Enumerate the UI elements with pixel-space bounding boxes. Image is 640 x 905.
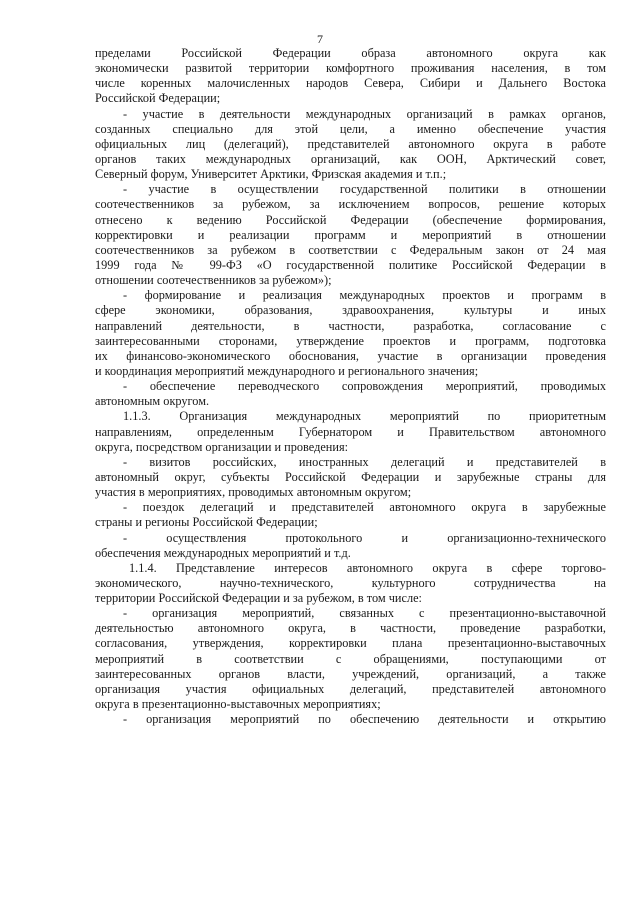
text-line: участия в мероприятиях, проводимых автономным округом; bbox=[95, 485, 412, 500]
text-line: и координация мероприятий международного и регионального значения; bbox=[95, 363, 479, 378]
text-line: 1.1.3. Организация международных мероприятий по приоритетным bbox=[123, 409, 606, 424]
page-number: 7 bbox=[317, 32, 323, 46]
text-line: - обеспечение переводческого сопровождения мероприятий, проводимых bbox=[123, 379, 606, 394]
text-line: Российской Федерации; bbox=[95, 91, 221, 106]
text-line: обеспечения международных мероприятий и т.д. bbox=[95, 545, 351, 560]
text-line: сфере экономики, образования, здравоохранения, культуры и иных bbox=[95, 303, 606, 318]
text-line: заинтересованных органов власти, учреждений, организаций, а также bbox=[95, 666, 606, 681]
text-line: органов таких международных организаций, как ООН, Арктический совет, bbox=[95, 151, 606, 166]
text-line: - формирование и реализация международных проектов и программ в bbox=[123, 288, 606, 303]
text-line: направлениям, определенным Губернатором и Правительством автономного bbox=[95, 424, 606, 439]
text-line: их финансово-экономического обоснования, участие в организации проведения bbox=[95, 348, 606, 363]
text-line: автономным округом. bbox=[95, 394, 210, 409]
text-line: корректировки и реализации программ и мероприятий в отношении bbox=[95, 227, 606, 242]
text-line: отнесено к ведению Российской Федерации (обеспечение формирования, bbox=[95, 212, 606, 227]
text-line: страны и регионы Российской Федерации; bbox=[95, 515, 318, 530]
text-line: - участие в деятельности международных организаций в рамках органов, bbox=[123, 106, 606, 121]
text-line: территории Российской Федерации и за рубежом, в том числе: bbox=[95, 591, 422, 606]
text-line: Северный форум, Университет Арктики, Фризская академия и т.п.; bbox=[95, 167, 447, 182]
text-line: - осуществления протокольного и организационно-технического bbox=[123, 530, 606, 545]
text-line: направлений деятельности, в частности, разработка, согласование с bbox=[95, 318, 606, 333]
text-line: округа в презентационно-выставочных мероприятиях; bbox=[95, 697, 381, 712]
text-line: созданных специально для этой цели, а именно обеспечение участия bbox=[95, 121, 606, 136]
text-line: - поездок делегаций и представителей автономного округа в зарубежные bbox=[123, 500, 606, 515]
text-line: - участие в осуществлении государственной политики в отношении bbox=[123, 182, 606, 197]
body-text bbox=[95, 46, 606, 727]
text-line: - визитов российских, иностранных делегаций и представителей в bbox=[123, 454, 606, 469]
text-line: мероприятий в соответствии с обращениями, поступающими от bbox=[95, 651, 606, 666]
text-line: экономического, научно-технического, культурного сотрудничества на bbox=[95, 575, 606, 590]
text-line: - организация мероприятий по обеспечению деятельности и открытию bbox=[123, 712, 606, 727]
text-line: автономный округ, субъекты Российской Федерации и зарубежные страны для bbox=[95, 469, 606, 484]
text-line: деятельностью автономного округа, в частности, проведение разработки, bbox=[95, 621, 606, 636]
text-line: округа, посредством организации и проведения: bbox=[95, 439, 349, 454]
text-line: 1.1.4. Представление интересов автономного округа в сфере торгово- bbox=[129, 560, 606, 575]
text-line: соотечественников за рубежом, за исключением вопросов, решение которых bbox=[95, 197, 606, 212]
text-line: пределами Российской Федерации образа автономного округа как bbox=[95, 46, 606, 60]
text-line: соотечественников за рубежом в соответствии с Федеральным закон от 24 мая bbox=[95, 242, 606, 257]
text-line: 1999 года № 99-ФЗ «О государственной политике Российской Федерации в bbox=[95, 257, 606, 272]
text-line: экономически развитой территории комфортного проживания населения, в том bbox=[95, 61, 606, 76]
text-line: числе коренных малочисленных народов Севера, Сибири и Дальнего Востока bbox=[95, 76, 606, 91]
text-line: организация участия официальных делегаций, представителей автономного bbox=[95, 681, 606, 696]
text-line: официальных лиц (делегаций), представителей автономного округа в работе bbox=[95, 136, 606, 151]
text-line: согласования, утверждения, корректировки плана презентационно-выставочных bbox=[95, 636, 606, 651]
text-line: отношении соотечественников за рубежом»); bbox=[95, 273, 332, 288]
text-line: заинтересованными сторонами, утверждение проектов и программ, подготовка bbox=[95, 333, 606, 348]
text-line: - организация мероприятий, связанных с презентационно-выставочной bbox=[123, 606, 606, 621]
